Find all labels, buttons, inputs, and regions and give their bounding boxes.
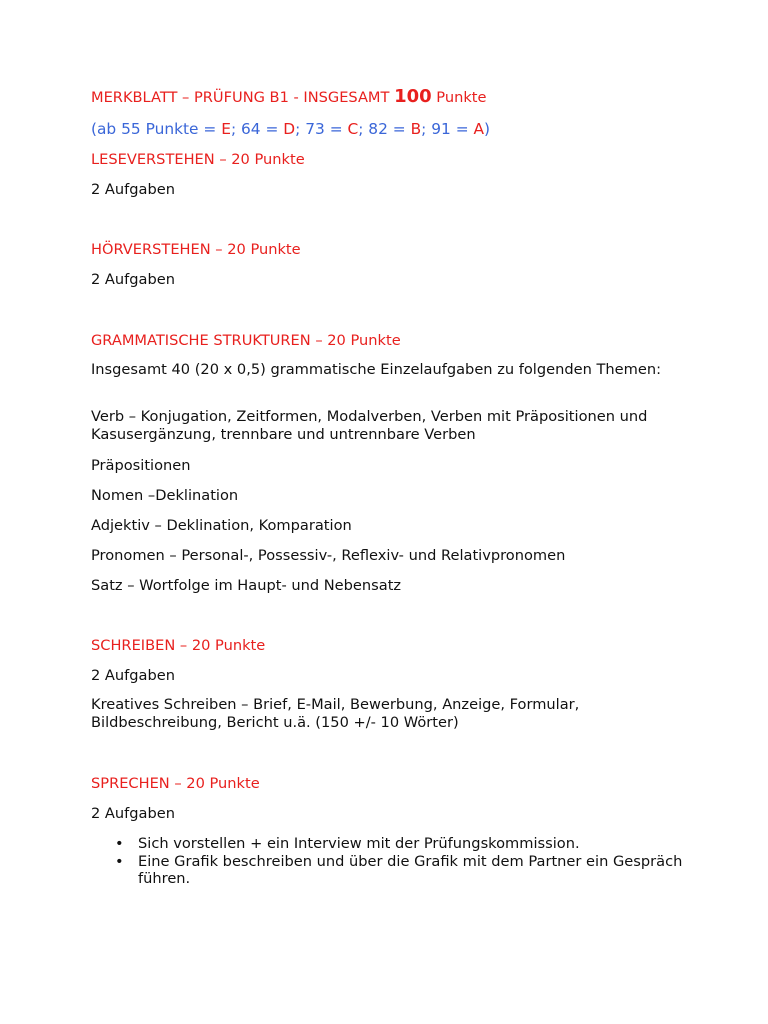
sprechen-heading: SPRECHEN – 20 Punkte	[91, 775, 260, 792]
grade-d: D	[283, 120, 296, 138]
grammatik-item-verb: Verb – Konjugation, Zeitformen, Modalverben, Verben mit Präpositionen und Kasusergänzung, trennbare und untrennbare Verben	[91, 408, 648, 443]
grammatik-item-pronomen: Pronomen – Personal-, Possessiv-, Reflexiv- und Relativpronomen	[91, 547, 566, 564]
sprechen-task-list	[91, 835, 691, 888]
leseverstehen-tasks: 2 Aufgaben	[91, 181, 175, 198]
grade-scale-close: )	[484, 120, 491, 138]
grammatik-item-adjektiv: Adjektiv – Deklination, Komparation	[91, 517, 352, 534]
grammatik-intro: Insgesamt 40 (20 x 0,5) grammatische Einzelaufgaben zu folgenden Themen:	[91, 361, 661, 378]
grammatik-item-praepositionen: Präpositionen	[91, 457, 191, 474]
list-item-text: Sich vorstellen + ein Interview mit der Prüfungskommission.	[138, 835, 580, 852]
grade-sep-2: ; 73 =	[295, 120, 348, 138]
schreiben-tasks: 2 Aufgaben	[91, 667, 175, 684]
schreiben-heading: SCHREIBEN – 20 Punkte	[91, 637, 266, 654]
title-total-points: 100	[394, 86, 432, 107]
title-text-b: Punkte	[431, 89, 487, 106]
title-text-a: MERKBLATT – PRÜFUNG B1 - INSGESAMT	[91, 89, 395, 106]
document-title	[91, 88, 487, 107]
leseverstehen-heading: LESEVERSTEHEN – 20 Punkte	[91, 151, 305, 168]
list-item	[91, 853, 691, 887]
grade-b: B	[410, 120, 422, 138]
list-item-text: Eine Grafik beschreiben und über die Grafik mit dem Partner ein Gespräch führen.	[138, 853, 683, 887]
grade-scale-open: (ab 55 Punkte =	[91, 120, 222, 138]
grade-sep-1: ; 64 =	[230, 120, 284, 138]
list-item	[91, 835, 691, 852]
grade-sep-4: ; 91 =	[421, 120, 474, 138]
grade-c: C	[347, 120, 359, 138]
sprechen-tasks: 2 Aufgaben	[91, 805, 175, 822]
bullet-icon: •	[115, 853, 124, 870]
grade-sep-3: ; 82 =	[358, 120, 411, 138]
schreiben-detail: Kreatives Schreiben – Brief, E-Mail, Bewerbung, Anzeige, Formular, Bildbeschreibung, Bericht u.ä. (150 +/- 10 Wörter)	[91, 696, 580, 731]
grade-scale	[91, 120, 490, 138]
bullet-icon: •	[115, 835, 124, 852]
grammatik-item-satz: Satz – Wortfolge im Haupt- und Nebensatz	[91, 577, 402, 594]
hoerverstehen-heading: HÖRVERSTEHEN – 20 Punkte	[91, 241, 301, 258]
hoerverstehen-tasks: 2 Aufgaben	[91, 271, 175, 288]
grammatik-item-nomen: Nomen –Deklination	[91, 487, 239, 504]
grade-e: E	[221, 120, 231, 138]
grammatik-heading: GRAMMATISCHE STRUKTUREN – 20 Punkte	[91, 332, 401, 349]
grade-a: A	[473, 120, 485, 138]
